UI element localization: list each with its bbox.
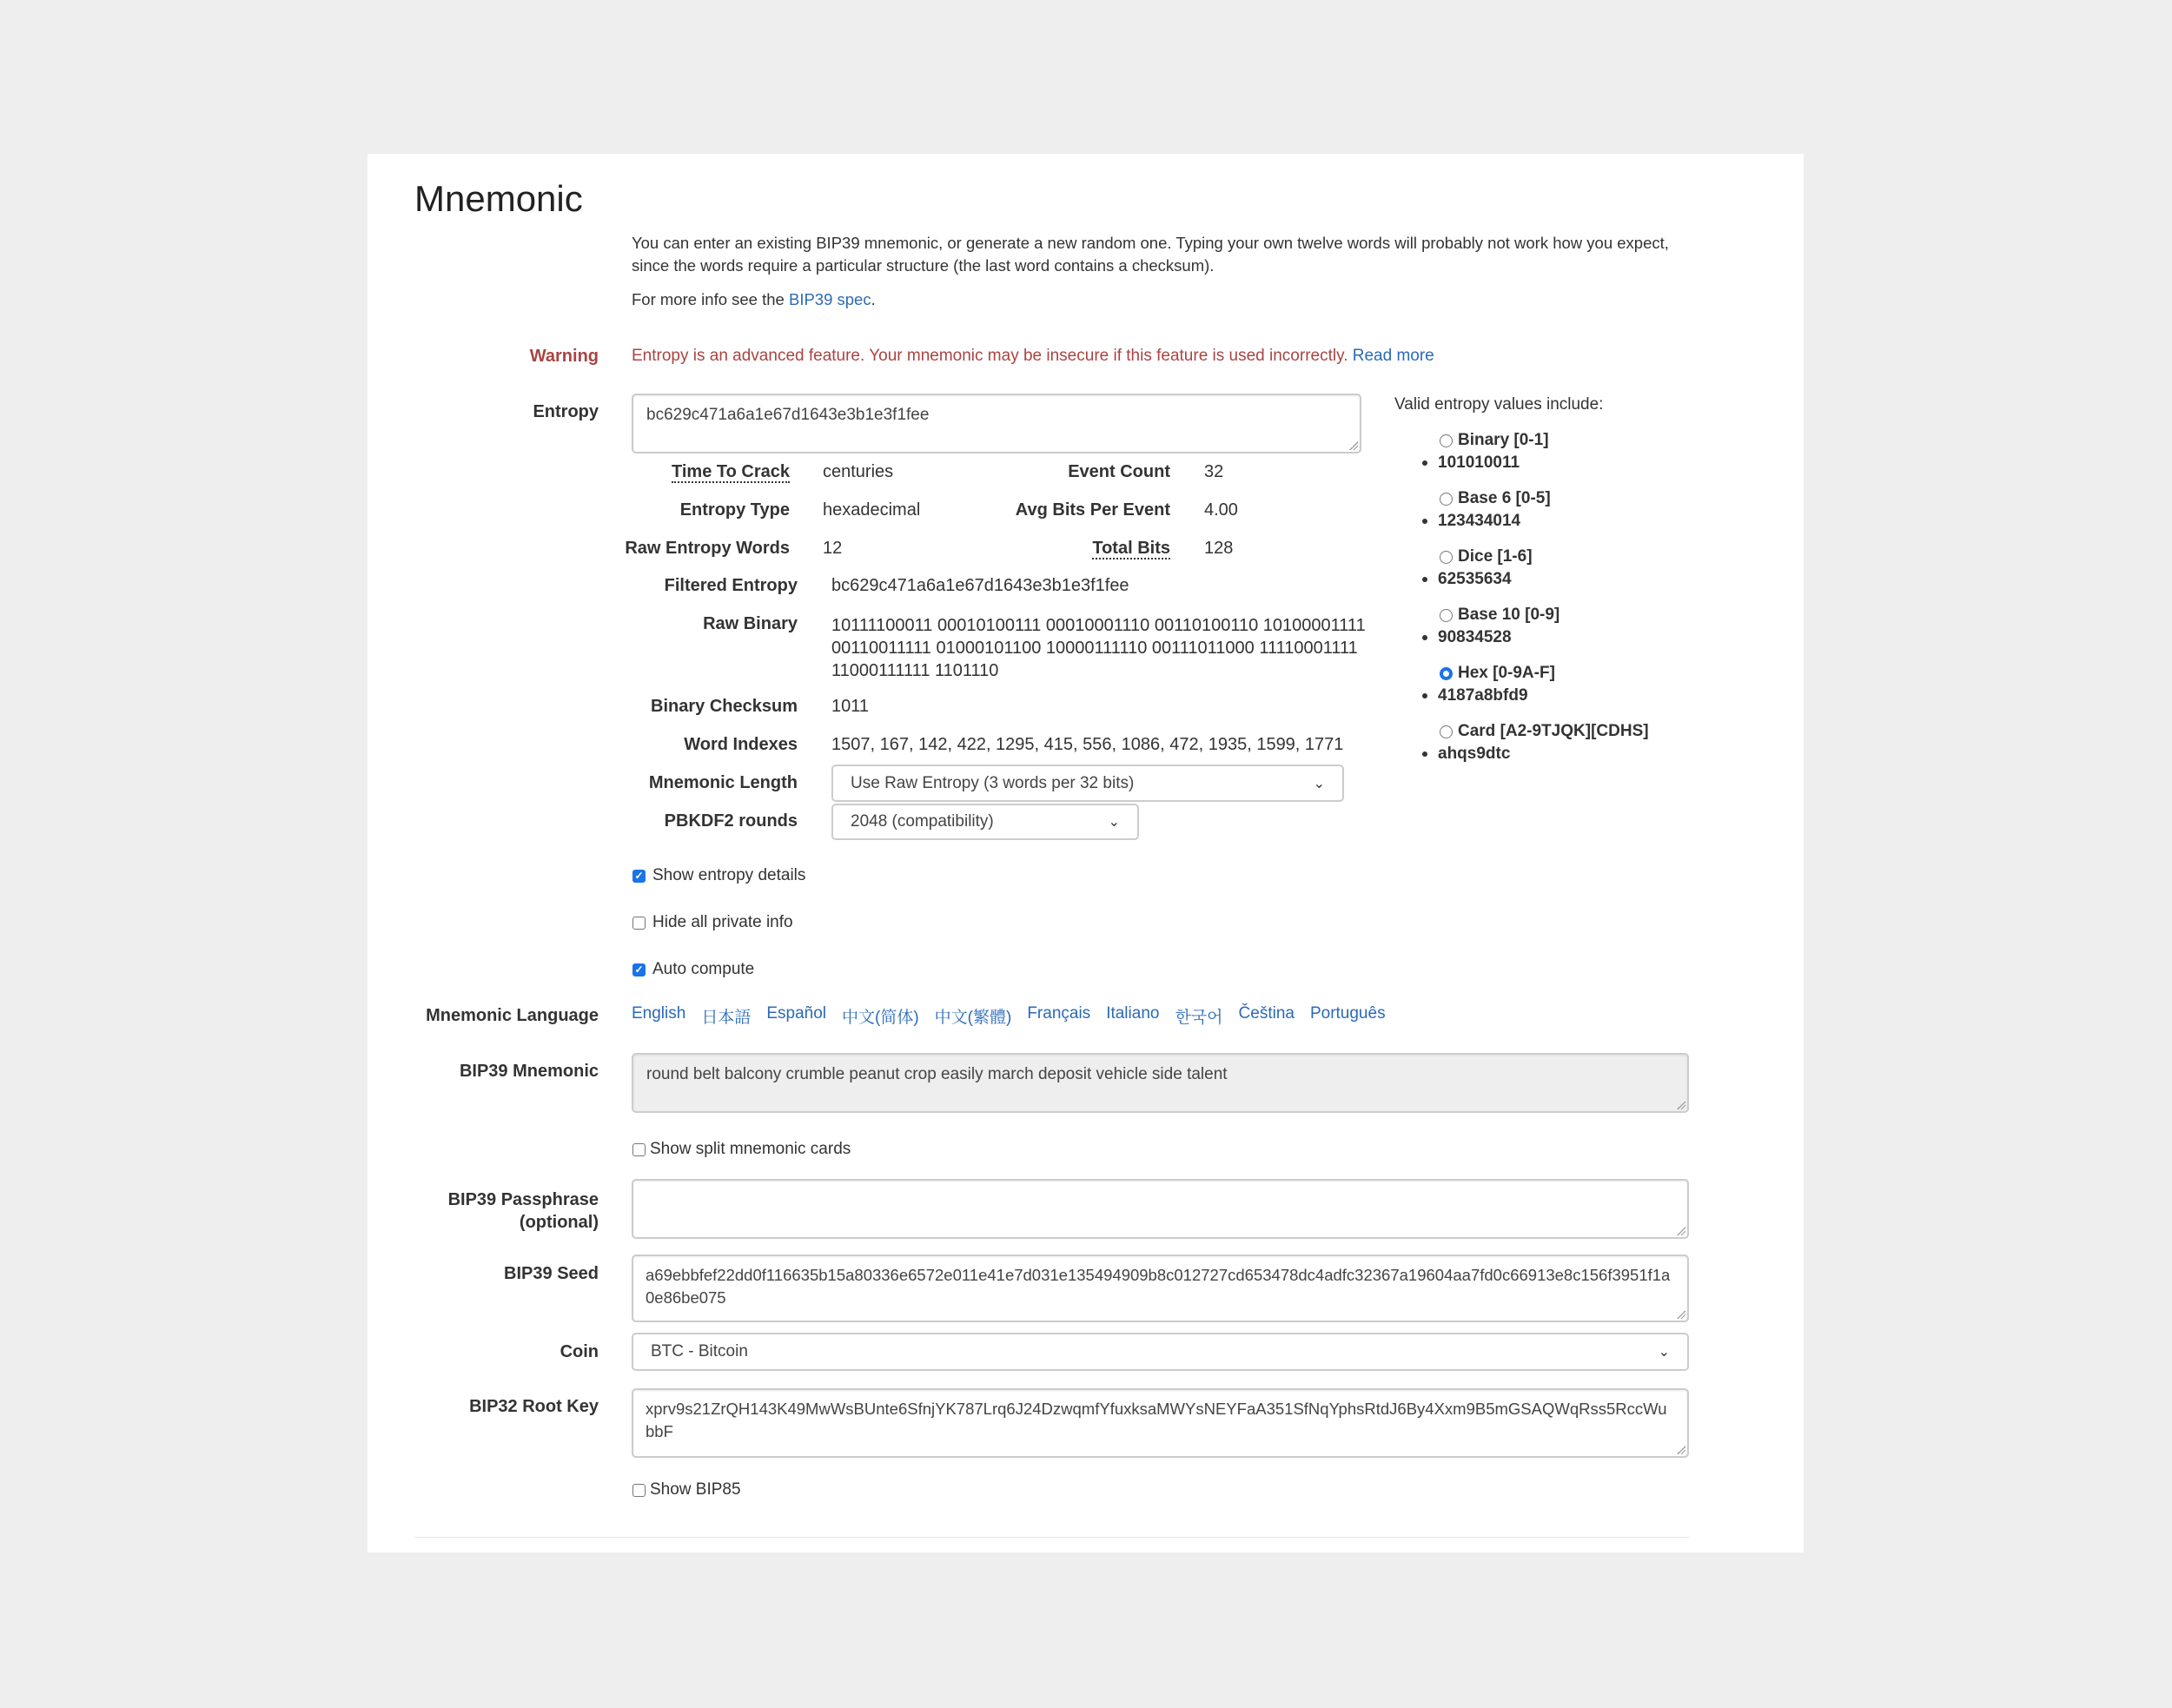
entropy-type-radio[interactable]: [1440, 604, 1649, 626]
entropy-type-radio[interactable]: [1440, 429, 1649, 452]
bip39-seed-input[interactable]: [632, 1255, 1689, 1322]
passphrase-label-line: BIP39 Passphrase: [447, 1190, 599, 1209]
avg-bits-value: 4.00: [1204, 500, 1238, 520]
raw-binary-value: [831, 614, 1366, 682]
resize-handle[interactable]: [1677, 1101, 1685, 1109]
language-link[interactable]: Français: [1027, 1004, 1091, 1023]
bip39-passphrase-label: [448, 1188, 599, 1234]
mnemonic-language-label: Mnemonic Language: [426, 1006, 599, 1025]
valid-entropy-title: Valid entropy values include:: [1394, 395, 1604, 414]
intro-text: [632, 232, 1669, 277]
entropy-example-value: ahqs9dtc: [1438, 745, 1511, 763]
checkbox-icon[interactable]: [632, 1484, 646, 1497]
show-bip85-checkbox[interactable]: [632, 1480, 741, 1499]
total-bits-label-text: Total Bits: [1092, 539, 1170, 558]
bullet-icon: [1422, 693, 1427, 698]
resize-handle[interactable]: [1677, 1310, 1685, 1319]
avg-bits-label: Avg Bits Per Event: [1015, 500, 1170, 520]
resize-handle[interactable]: [1677, 1227, 1685, 1235]
raw-binary-line: 11000111111 1101110: [831, 661, 999, 680]
entropy-example-value: 90834528: [1438, 628, 1512, 646]
show-split-cards-checkbox[interactable]: [632, 1140, 851, 1159]
coin-label: Coin: [560, 1342, 599, 1361]
coin-select[interactable]: [632, 1333, 1689, 1371]
entropy-example-value: 123434014: [1438, 512, 1521, 530]
entropy-label: Entropy: [533, 402, 599, 421]
entropy-example: [1422, 626, 1649, 649]
bullet-icon: [1422, 635, 1427, 640]
entropy-example: [1422, 568, 1649, 591]
radio-icon[interactable]: [1440, 609, 1453, 622]
checksum-label: Binary Checksum: [651, 697, 798, 716]
bullet-icon: [1422, 519, 1427, 524]
time-to-crack-label-text: Time To Crack: [672, 462, 790, 481]
more-info: [632, 288, 876, 311]
entropy-example-value: 62535634: [1438, 570, 1512, 588]
entropy-example: [1422, 510, 1649, 533]
language-link[interactable]: 中文(简体): [842, 1009, 919, 1027]
total-bits-value: 128: [1204, 539, 1234, 558]
entropy-type-label: Base 6 [0-5]: [1458, 489, 1551, 507]
mnemonic-length-value: Use Raw Entropy (3 words per 32 bits): [851, 773, 1135, 792]
checkbox-icon[interactable]: [632, 1143, 646, 1156]
pbkdf2-value: 2048 (compatibility): [851, 812, 994, 831]
entropy-type-radio[interactable]: [1440, 546, 1649, 568]
event-count-label: Event Count: [1068, 462, 1170, 481]
filtered-entropy-label: Filtered Entropy: [664, 576, 798, 595]
intro-line-1: You can enter an existing BIP39 mnemonic, or generate a new random one. Typing your own twelve words will probably not work how you expect,: [632, 234, 1669, 252]
entropy-type-label: Hex [0-9A-F]: [1458, 664, 1555, 682]
entropy-type-label: Card [A2-9TJQK][CDHS]: [1458, 722, 1649, 740]
radio-icon[interactable]: [1440, 493, 1453, 506]
entropy-type-value: hexadecimal: [823, 500, 921, 520]
raw-binary-line: 10111100011 00010100111 00010001110 00110100110 10100001111: [831, 616, 1366, 635]
intro-line-2: since the words require a particular structure (the last word contains a checksum).: [632, 256, 1215, 275]
entropy-example: [1422, 685, 1649, 707]
mnemonic-length-label: Mnemonic Length: [648, 773, 798, 792]
language-link[interactable]: Español: [766, 1004, 827, 1023]
passphrase-optional-label: (optional): [519, 1213, 599, 1232]
bip39-seed-label: BIP39 Seed: [504, 1264, 599, 1283]
entropy-example: [1422, 452, 1649, 474]
language-link[interactable]: Português: [1309, 1004, 1386, 1023]
show-split-cards-label: Show split mnemonic cards: [650, 1140, 851, 1158]
entropy-value: bc629c471a6a1e67d1643e3b1e3f1fee: [646, 406, 930, 424]
raw-words-label: Raw Entropy Words: [625, 539, 790, 558]
hide-private-info-label: Hide all private info: [652, 913, 793, 931]
checkbox-checked-icon[interactable]: ✓: [632, 963, 646, 976]
radio-icon[interactable]: [1440, 551, 1453, 564]
chevron-down-icon: ⌄: [1108, 815, 1120, 830]
event-count-value: 32: [1204, 462, 1224, 481]
bip39-mnemonic-label: BIP39 Mnemonic: [459, 1062, 599, 1081]
coin-value: BTC - Bitcoin: [651, 1342, 748, 1360]
chevron-down-icon: ⌄: [1313, 776, 1325, 791]
read-more-link[interactable]: Read more: [1352, 347, 1434, 365]
hide-private-info-checkbox[interactable]: [632, 913, 793, 932]
bullet-icon: [1422, 751, 1427, 757]
bip39-mnemonic-value: round belt balcony crumble peanut crop easily march deposit vehicle side talent: [646, 1065, 1228, 1083]
language-link[interactable]: 中文(繁體): [934, 1009, 1012, 1027]
entropy-type-label: Dice [1-6]: [1458, 547, 1533, 566]
language-link[interactable]: Italiano: [1106, 1004, 1160, 1023]
bip32-root-key-input[interactable]: [632, 1388, 1689, 1458]
word-indexes-value: 1507, 167, 142, 422, 1295, 415, 556, 1086, 472, 1935, 1599, 1771: [831, 735, 1344, 754]
language-link[interactable]: 日本語: [701, 1009, 752, 1027]
show-entropy-details-label: Show entropy details: [652, 866, 806, 884]
time-to-crack-value: centuries: [823, 462, 894, 481]
resize-handle[interactable]: [1677, 1446, 1685, 1454]
bip39-mnemonic-input[interactable]: [632, 1053, 1689, 1113]
warning-text: [632, 347, 1434, 366]
resize-handle[interactable]: [1349, 441, 1358, 450]
bip32-root-key-value: xprv9s21ZrQH143K49MwWsBUnte6SfnjYK787Lrq6J24DzwqmfYfuxksaMWYsNEYFaA351SfNqYphsRtdJ6By4Xxm9B5mGSAQWqRss5RccWubbF: [646, 1400, 1667, 1440]
entropy-type-label: Base 10 [0-9]: [1458, 606, 1560, 624]
warning-message: Entropy is an advanced feature. Your mnemonic may be insecure if this feature is used incorrectly.: [632, 347, 1348, 365]
show-entropy-details-checkbox[interactable]: [632, 866, 805, 885]
bip32-root-key-label: BIP32 Root Key: [469, 1397, 599, 1416]
chevron-down-icon: ⌄: [1658, 1345, 1670, 1360]
language-link[interactable]: Čeština: [1238, 1004, 1295, 1023]
auto-compute-label: Auto compute: [652, 960, 755, 978]
total-bits-label: [1092, 539, 1170, 559]
checkbox-checked-icon[interactable]: ✓: [632, 870, 646, 883]
auto-compute-checkbox[interactable]: [632, 960, 754, 979]
raw-binary-line: 00110011111 01000101100 10000111110 00111011000 11110001111: [831, 639, 1358, 658]
show-bip85-label: Show BIP85: [650, 1480, 741, 1499]
checkbox-icon[interactable]: [632, 917, 646, 930]
filtered-entropy-value: bc629c471a6a1e67d1643e3b1e3f1fee: [831, 576, 1129, 595]
bullet-icon: [1422, 577, 1427, 582]
entropy-type-radio[interactable]: [1440, 487, 1649, 510]
pbkdf2-label: PBKDF2 rounds: [664, 811, 798, 831]
page-title: Mnemonic: [414, 178, 583, 219]
raw-words-value: 12: [823, 539, 843, 558]
radio-icon[interactable]: [1440, 434, 1453, 447]
word-indexes-label: Word Indexes: [684, 735, 798, 754]
pbkdf2-select[interactable]: [831, 804, 1139, 840]
radio-icon[interactable]: [1440, 667, 1453, 680]
entropy-input[interactable]: [632, 394, 1361, 453]
bullet-icon: [1422, 460, 1427, 466]
divider: [414, 1537, 1689, 1538]
language-link[interactable]: English: [632, 1004, 686, 1023]
bip39-spec-link[interactable]: BIP39 spec: [788, 290, 871, 308]
bip39-passphrase-input[interactable]: [632, 1179, 1689, 1239]
mnemonic-length-select[interactable]: [831, 765, 1344, 802]
entropy-example-value: 101010011: [1438, 453, 1520, 472]
language-links: [632, 1004, 1386, 1028]
entropy-example-value: 4187a8bfd9: [1438, 686, 1528, 705]
bip39-seed-value: a69ebbfef22dd0f116635b15a80336e6572e011e41e7d031e135494909b8c012727cd653478dc4adfc32367a19604aa7fd0c66913e8c156f3951f1a0e86be075: [646, 1266, 1671, 1307]
entropy-example: [1422, 743, 1649, 765]
language-link[interactable]: 한국어: [1175, 1009, 1223, 1027]
entropy-type-label: Entropy Type: [679, 500, 790, 520]
entropy-type-label: Binary [0-1]: [1458, 431, 1549, 449]
entropy-type-radio[interactable]: [1440, 720, 1649, 743]
raw-binary-label: Raw Binary: [703, 614, 798, 633]
warning-label: Warning: [529, 347, 599, 366]
more-info-suffix: .: [871, 290, 876, 308]
more-info-text: For more info see the: [632, 290, 785, 308]
valid-entropy-list: [1394, 429, 1649, 778]
checksum-value: 1011: [831, 697, 870, 716]
radio-icon[interactable]: [1440, 725, 1453, 738]
time-to-crack-label: [672, 462, 790, 482]
entropy-type-radio[interactable]: [1440, 662, 1649, 685]
